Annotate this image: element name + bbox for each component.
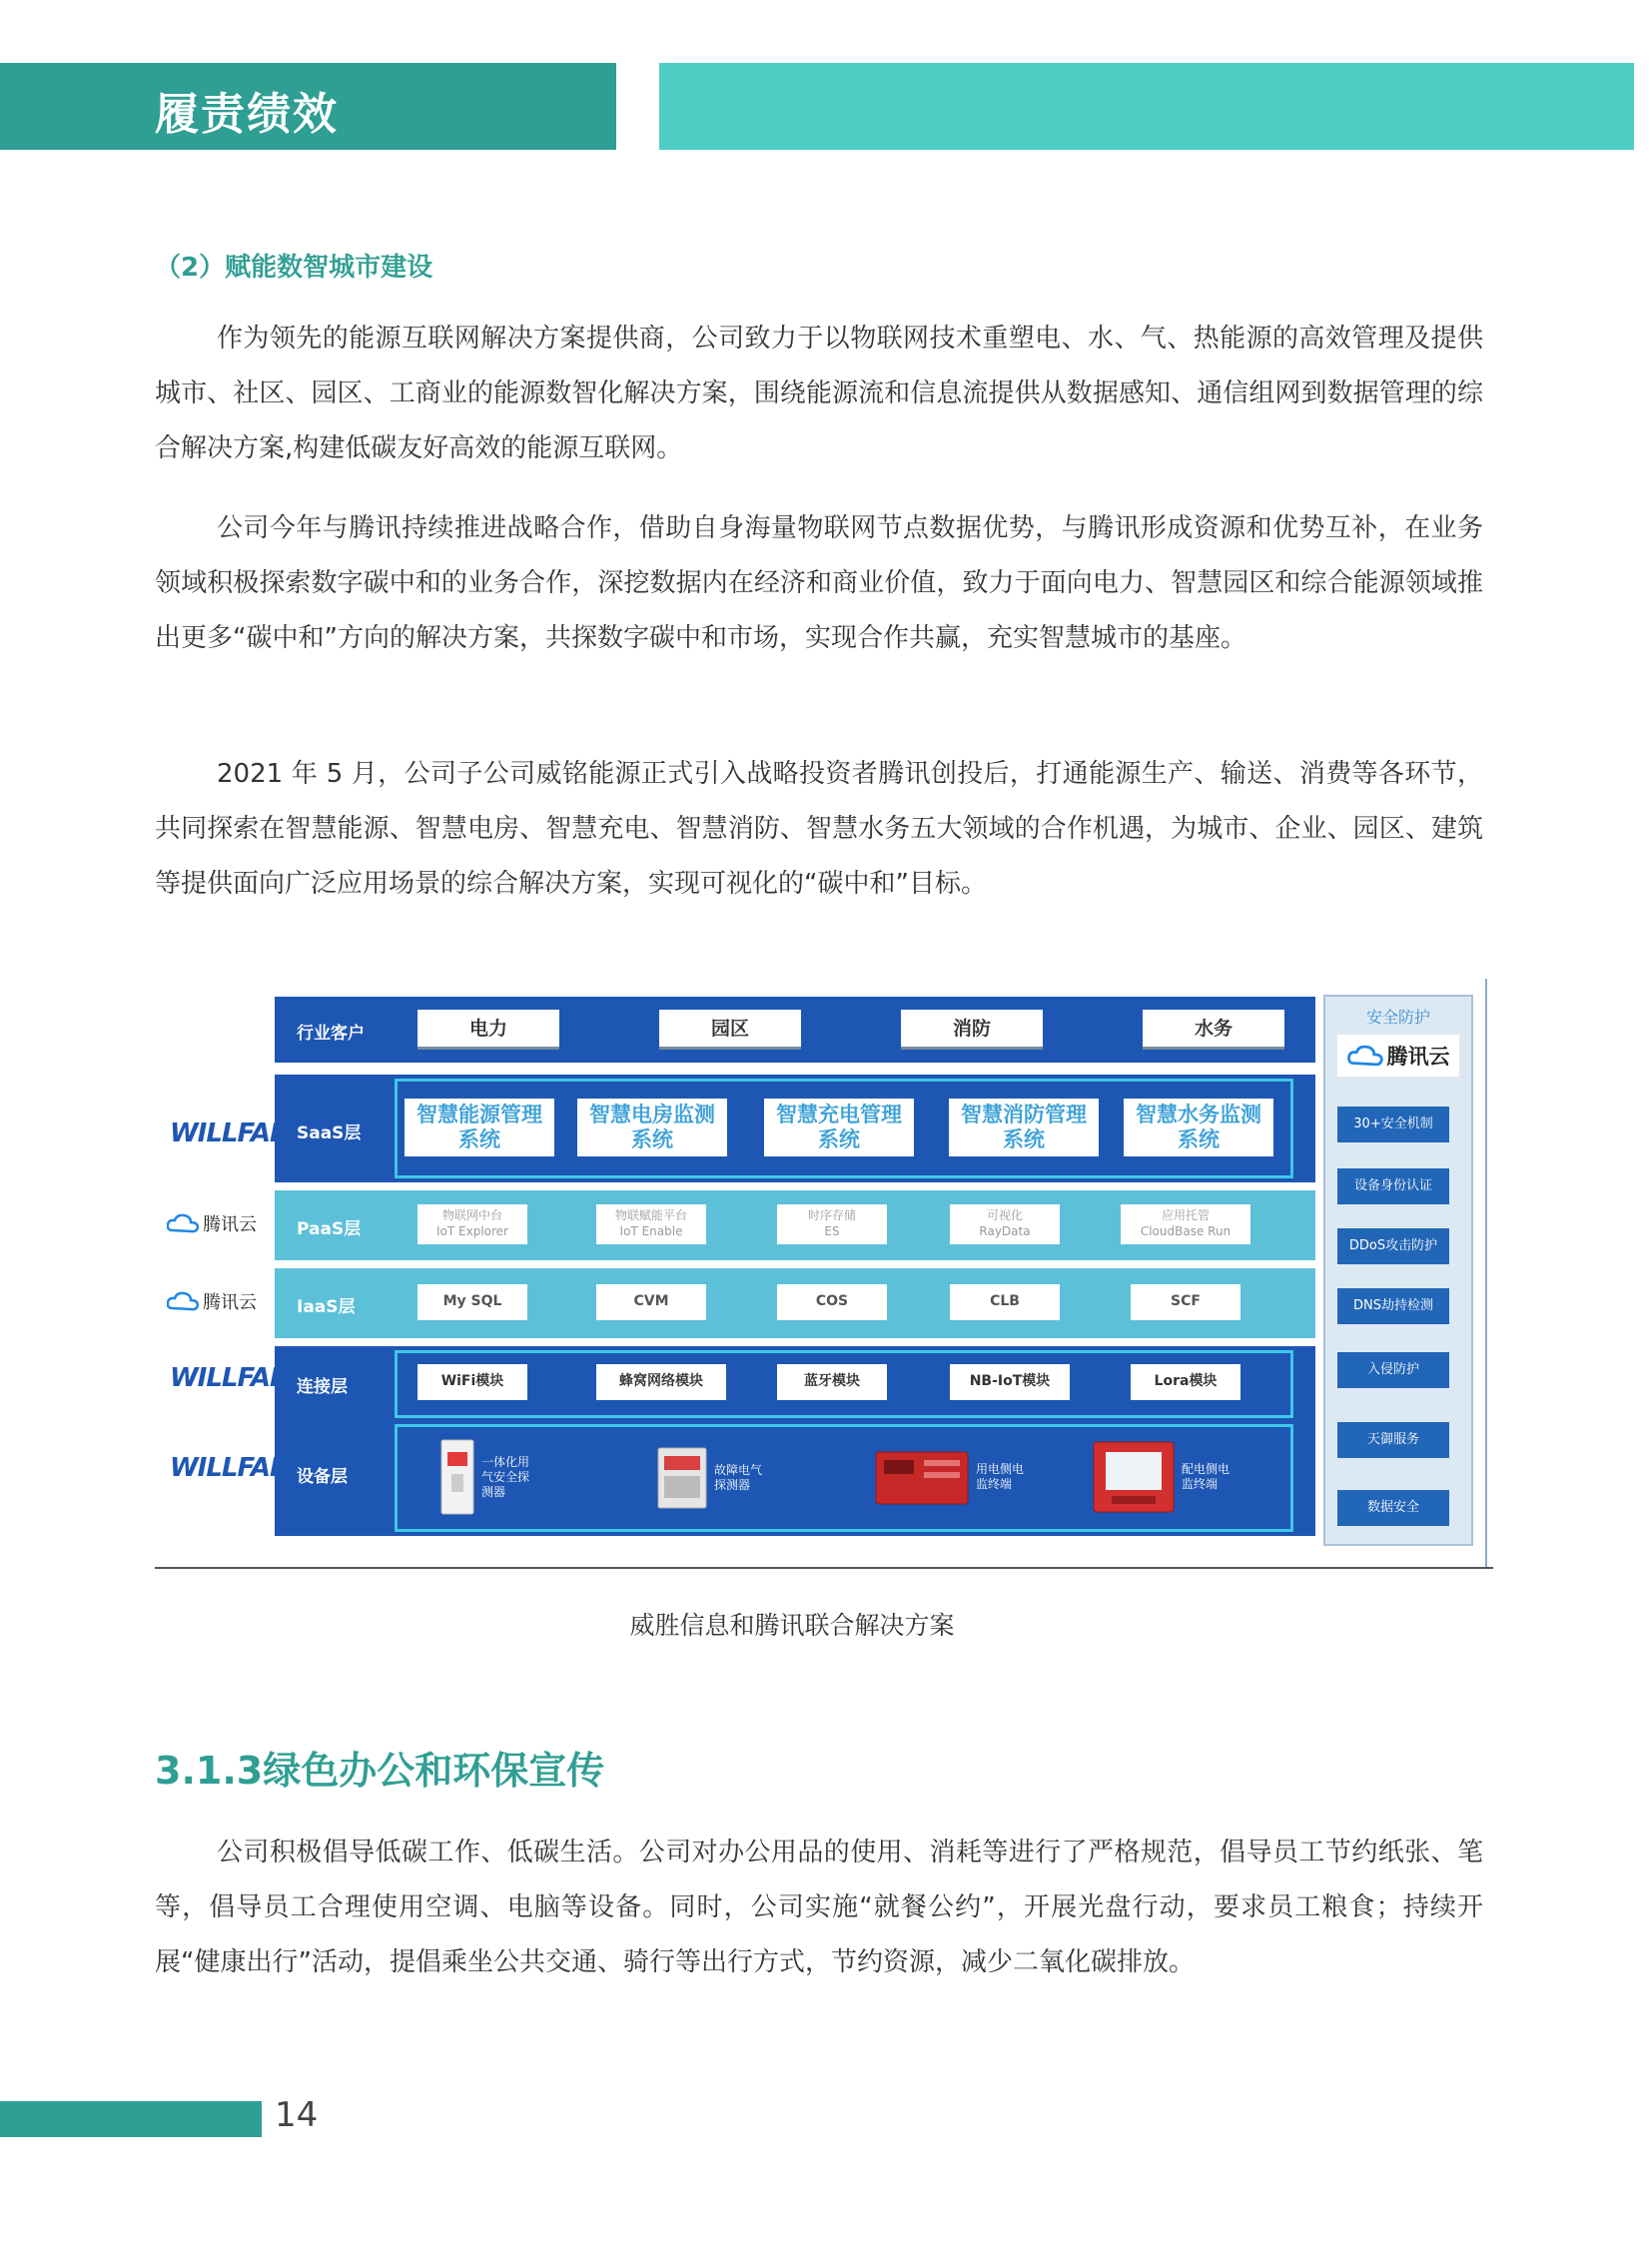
device-item-fault: 故障电气 探测器 [714,1463,763,1492]
connect-item-cellular: 蜂窝网络模块 [596,1364,726,1400]
security-item: DNS劫持检测 [1337,1288,1449,1324]
connect-item-lora: Lora模块 [1131,1364,1240,1400]
device-label: 设备层 [297,1467,348,1487]
saas-item-power-room: 智慧电房监测 系统 [577,1099,727,1156]
saas-item-fire: 智慧消防管理 系统 [949,1099,1099,1156]
connect-item-bluetooth: 蓝牙模块 [777,1364,887,1400]
iaas-item-clb: CLB [950,1284,1060,1320]
footer-bar [0,2101,262,2137]
security-item: 30+安全机制 [1337,1107,1449,1142]
security-panel [1323,995,1473,1546]
willfar-logo-saas: WILLFAR [170,1119,290,1148]
paas-item-es-en: ES [824,1224,840,1238]
connect-item-nbiot: NB-IoT模块 [950,1364,1070,1400]
tencent-cloud-icon [167,1290,199,1312]
fault-detector-icon [656,1446,708,1510]
security-item: 设备身份认证 [1337,1168,1449,1204]
consumer-terminal-icon [874,1446,970,1508]
paas-item-es [777,1204,887,1244]
tencent-logo-iaas [167,1288,257,1314]
paas-item-iot-enable [596,1204,706,1244]
diagram-caption: 威胜信息和腾讯联合解决方案 [629,1611,955,1640]
saas-label: SaaS层 [297,1123,362,1143]
paas-item-iot-explorer-en: IoT Explorer [436,1224,508,1238]
header-bar-right [659,63,1634,150]
subheading: （2）赋能数智城市建设 [155,253,433,283]
solution-diagram [155,979,1493,1578]
industry-item-park: 园区 [659,1010,801,1050]
diagram-frame-bottom [155,1567,1493,1569]
iaas-label: IaaS层 [297,1297,356,1317]
diagram-frame-right [1485,979,1487,1568]
paas-item-cloudbase [1121,1204,1250,1244]
tencent-cloud-icon [1347,1044,1383,1068]
paas-item-iot-enable-cn: 物联赋能平台 [614,1208,687,1222]
tencent-cloud-icon [167,1212,199,1234]
page-title: 履责绩效 [155,89,339,140]
iaas-item-cos: COS [777,1284,887,1320]
device-item-distribution: 配电侧电 监终端 [1182,1462,1231,1491]
willfar-logo-connect: WILLFAR [170,1363,290,1393]
paas-item-iot-enable-en: IoT Enable [619,1224,683,1238]
paas-item-cloudbase-cn: 应用托管 [1161,1208,1210,1222]
saas-item-charging: 智慧充电管理 系统 [764,1099,914,1156]
iaas-item-scf: SCF [1131,1284,1240,1320]
saas-item-energy: 智慧能源管理 系统 [405,1099,554,1156]
industry-row [275,997,1315,1063]
iaas-row [275,1268,1315,1338]
section-title: 3.1.3绿色办公和环保宣传 [155,1749,605,1793]
saas-item-water: 智慧水务监测 系统 [1124,1099,1273,1156]
paas-row [275,1190,1315,1260]
paragraph-3: 2021 年 5 月，公司子公司威铭能源正式引入战略投资者腾讯创投后，打通能源生产、输送、消费等各环节，共同探索在智慧能源、智慧电房、智慧充电、智慧消防、智慧水务五大领域的合作机遇，为城市、企业、园区、建筑等提供面向广泛应用场景的综合解决方案，实现可视化的“碳中和”目标。 [155,759,1483,899]
connect-item-wifi: WiFi模块 [417,1364,527,1400]
willfar-logo-device: WILLFAR [170,1453,290,1483]
security-item: 数据安全 [1337,1490,1449,1526]
paas-item-iot-explorer-cn: 物联网中台 [441,1208,502,1222]
device-distribution-terminal [1092,1440,1251,1514]
paas-item-cloudbase-en: CloudBase Run [1140,1224,1232,1238]
device-gas-detector [439,1438,551,1516]
industry-label: 行业客户 [297,1024,365,1044]
connect-label: 连接层 [297,1377,348,1397]
tencent-logo-paas [167,1210,257,1236]
section-paragraph: 公司积极倡导低碳工作、低碳生活。公司对办公用品的使用、消耗等进行了严格规范，倡导员工节约纸张、笔等，倡导员工合理使用空调、电脑等设备。同时，公司实施“就餐公约”，开展光盘行动，要求员工粮食；持续开展“健康出行”活动，提倡乘坐公共交通、骑行等出行方式，节约资源，减少二氧化碳排放。 [155,1838,1483,1977]
paas-item-iot-explorer [417,1204,527,1244]
paas-item-raydata-cn: 可视化 [986,1208,1023,1222]
device-item-gas: 一体化用 气安全探 测器 [481,1454,530,1499]
iaas-item-cvm: CVM [596,1284,706,1320]
distribution-terminal-icon [1092,1440,1176,1514]
paas-item-es-cn: 时序存储 [807,1208,856,1222]
security-item: 天御服务 [1337,1422,1449,1458]
security-item: 入侵防护 [1337,1352,1449,1388]
saas-row [275,1075,1315,1182]
page-number: 14 [275,2095,319,2135]
device-consumer-terminal [874,1446,1046,1508]
device-item-consumer: 用电侧电 监终端 [976,1462,1025,1491]
security-brand-text: 腾讯云 [1386,1045,1450,1069]
security-item: DDoS攻击防护 [1337,1228,1449,1264]
device-fault-detector [656,1446,784,1510]
iaas-item-mysql: My SQL [417,1284,527,1320]
paragraph-2: 公司今年与腾讯持续推进战略合作，借助自身海量物联网节点数据优势，与腾讯形成资源和优势互补，在业务领域积极探索数字碳中和的业务合作，深挖数据内在经济和商业价值，致力于面向电力、智慧园区和综合能源领域推出更多“碳中和”方向的解决方案，共探数字碳中和市场，实现合作共赢，充实智慧城市的基座。 [155,513,1483,653]
tencent-logo-iaas-text: 腾讯云 [203,1292,257,1313]
security-brand [1337,1035,1459,1077]
paas-item-raydata [950,1204,1060,1244]
paragraph-1: 作为领先的能源互联网解决方案提供商，公司致力于以物联网技术重塑电、水、气、热能源的高效管理及提供城市、社区、园区、工商业的能源数智化解决方案，围绕能源流和信息流提供从数据感知、通信组网到数据管理的综合解决方案,构建低碳友好高效的能源互联网。 [155,324,1483,463]
connect-device-rows [275,1346,1315,1536]
paas-item-raydata-en: RayData [979,1224,1031,1238]
industry-item-water: 水务 [1143,1010,1284,1050]
industry-item-power: 电力 [417,1010,559,1050]
tencent-logo-paas-text: 腾讯云 [203,1214,257,1235]
security-title: 安全防护 [1365,1008,1430,1027]
industry-item-fire: 消防 [901,1010,1043,1050]
gas-detector-icon [439,1438,475,1516]
paas-label: PaaS层 [297,1219,362,1239]
